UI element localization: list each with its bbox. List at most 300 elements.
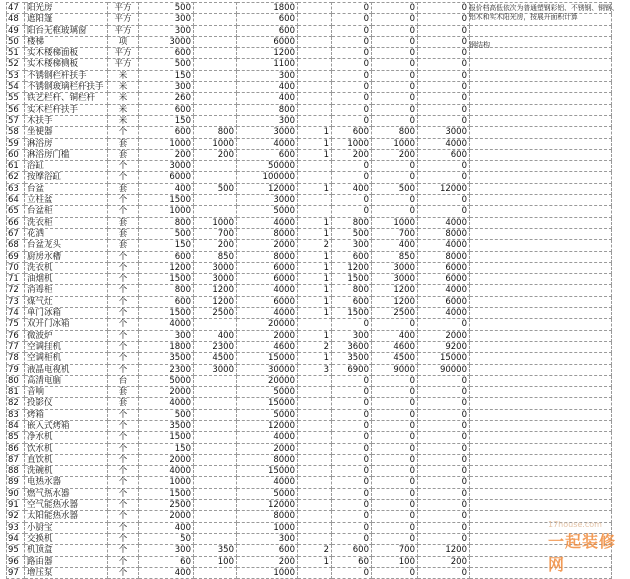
table-cell[interactable]: 400 bbox=[332, 183, 372, 194]
table-cell[interactable] bbox=[194, 70, 237, 81]
item-name-cell[interactable]: 消毒柜 bbox=[25, 285, 108, 296]
table-cell[interactable]: 4000 bbox=[237, 285, 298, 296]
row-number-cell[interactable]: 54 bbox=[7, 82, 25, 93]
table-cell[interactable]: 100000 bbox=[237, 172, 298, 183]
table-cell[interactable]: 米 bbox=[108, 93, 139, 104]
table-cell[interactable]: 800 bbox=[372, 127, 418, 138]
table-cell[interactable]: 个 bbox=[108, 364, 139, 375]
row-number-cell[interactable]: 87 bbox=[7, 454, 25, 465]
row-number-cell[interactable]: 79 bbox=[7, 364, 25, 375]
table-cell[interactable]: 0 bbox=[332, 375, 372, 386]
table-cell[interactable] bbox=[194, 36, 237, 47]
row-number-cell[interactable]: 80 bbox=[7, 375, 25, 386]
row-number-cell[interactable]: 49 bbox=[7, 25, 25, 36]
item-name-cell[interactable]: 台盆柜 bbox=[25, 206, 108, 217]
table-cell[interactable]: 1 bbox=[298, 138, 332, 149]
table-cell[interactable]: 0 bbox=[372, 59, 418, 70]
item-name-cell[interactable]: 单门冰箱 bbox=[25, 308, 108, 319]
item-name-cell[interactable]: 油烟机 bbox=[25, 274, 108, 285]
row-number-cell[interactable]: 53 bbox=[7, 70, 25, 81]
table-cell[interactable]: 850 bbox=[194, 251, 237, 262]
table-cell[interactable]: 5000 bbox=[139, 375, 194, 386]
item-name-cell[interactable]: 木扶手 bbox=[25, 115, 108, 126]
table-cell[interactable]: 个 bbox=[108, 319, 139, 330]
table-cell[interactable]: 90000 bbox=[418, 364, 470, 375]
table-cell[interactable]: 0 bbox=[332, 432, 372, 443]
table-cell[interactable]: 0 bbox=[372, 420, 418, 431]
table-cell[interactable]: 0 bbox=[418, 195, 470, 206]
table-cell[interactable]: 0 bbox=[418, 25, 470, 36]
table-cell[interactable] bbox=[470, 228, 612, 239]
table-cell[interactable]: 2000 bbox=[139, 454, 194, 465]
table-cell[interactable]: 0 bbox=[418, 59, 470, 70]
table-cell[interactable] bbox=[298, 567, 332, 578]
table-cell[interactable]: 个 bbox=[108, 195, 139, 206]
table-cell[interactable] bbox=[470, 104, 612, 115]
table-cell[interactable]: 0 bbox=[418, 104, 470, 115]
table-cell[interactable]: 0 bbox=[418, 82, 470, 93]
table-cell[interactable]: 150 bbox=[139, 70, 194, 81]
row-number-cell[interactable]: 85 bbox=[7, 432, 25, 443]
table-cell[interactable]: 4600 bbox=[372, 341, 418, 352]
row-number-cell[interactable]: 69 bbox=[7, 251, 25, 262]
table-cell[interactable] bbox=[470, 183, 612, 194]
table-cell[interactable] bbox=[470, 138, 612, 149]
table-cell[interactable] bbox=[470, 296, 612, 307]
table-cell[interactable] bbox=[194, 375, 237, 386]
item-name-cell[interactable]: 路由器 bbox=[25, 556, 108, 567]
table-cell[interactable] bbox=[298, 14, 332, 25]
table-cell[interactable]: 0 bbox=[372, 48, 418, 59]
table-cell[interactable]: 600 bbox=[139, 104, 194, 115]
table-cell[interactable] bbox=[194, 443, 237, 454]
item-name-cell[interactable]: 燃气热水器 bbox=[25, 488, 108, 499]
table-cell[interactable]: 米 bbox=[108, 104, 139, 115]
row-number-cell[interactable]: 51 bbox=[7, 48, 25, 59]
table-cell[interactable] bbox=[470, 420, 612, 431]
row-number-cell[interactable]: 56 bbox=[7, 104, 25, 115]
table-cell[interactable]: 0 bbox=[332, 500, 372, 511]
table-cell[interactable]: 0 bbox=[372, 398, 418, 409]
row-number-cell[interactable]: 91 bbox=[7, 500, 25, 511]
table-cell[interactable]: 0 bbox=[332, 567, 372, 578]
row-number-cell[interactable]: 84 bbox=[7, 420, 25, 431]
table-cell[interactable]: 0 bbox=[372, 195, 418, 206]
item-name-cell[interactable]: 投影仪 bbox=[25, 398, 108, 409]
item-name-cell[interactable]: 阳光房 bbox=[25, 3, 108, 14]
table-cell[interactable]: 300 bbox=[139, 25, 194, 36]
table-cell[interactable]: 6000 bbox=[237, 262, 298, 273]
table-cell[interactable]: 0 bbox=[418, 161, 470, 172]
table-cell[interactable]: 500 bbox=[372, 183, 418, 194]
table-cell[interactable]: 200 bbox=[418, 556, 470, 567]
table-cell[interactable] bbox=[470, 341, 612, 352]
table-cell[interactable]: 套 bbox=[108, 149, 139, 160]
table-cell[interactable]: 300 bbox=[139, 14, 194, 25]
table-cell[interactable]: 0 bbox=[332, 319, 372, 330]
table-cell[interactable]: 0 bbox=[418, 511, 470, 522]
table-cell[interactable]: 300 bbox=[332, 240, 372, 251]
table-cell[interactable] bbox=[298, 511, 332, 522]
row-number-cell[interactable]: 60 bbox=[7, 149, 25, 160]
table-cell[interactable]: 0 bbox=[418, 172, 470, 183]
table-cell[interactable]: 1100 bbox=[237, 59, 298, 70]
table-cell[interactable]: 0 bbox=[332, 36, 372, 47]
table-cell[interactable]: 米 bbox=[108, 70, 139, 81]
table-cell[interactable]: 1200 bbox=[237, 48, 298, 59]
table-cell[interactable]: 60 bbox=[139, 556, 194, 567]
table-cell[interactable]: 2000 bbox=[139, 511, 194, 522]
table-cell[interactable]: 300 bbox=[139, 82, 194, 93]
table-cell[interactable]: 1200 bbox=[372, 285, 418, 296]
table-cell[interactable] bbox=[298, 398, 332, 409]
table-cell[interactable]: 1 bbox=[298, 556, 332, 567]
table-cell[interactable]: 个 bbox=[108, 522, 139, 533]
table-cell[interactable] bbox=[194, 319, 237, 330]
table-cell[interactable]: 个 bbox=[108, 206, 139, 217]
table-cell[interactable]: 6000 bbox=[237, 296, 298, 307]
table-cell[interactable]: 0 bbox=[332, 14, 372, 25]
table-cell[interactable]: 个 bbox=[108, 296, 139, 307]
table-cell[interactable]: 0 bbox=[372, 477, 418, 488]
item-name-cell[interactable]: 坐便器 bbox=[25, 127, 108, 138]
table-cell[interactable]: 6000 bbox=[139, 172, 194, 183]
table-cell[interactable]: 3000 bbox=[139, 161, 194, 172]
table-cell[interactable]: 1500 bbox=[332, 308, 372, 319]
table-cell[interactable]: 0 bbox=[418, 488, 470, 499]
table-cell[interactable]: 0 bbox=[372, 500, 418, 511]
table-cell[interactable]: 0 bbox=[332, 387, 372, 398]
row-number-cell[interactable]: 48 bbox=[7, 14, 25, 25]
table-cell[interactable]: 项 bbox=[108, 36, 139, 47]
table-cell[interactable]: 1 bbox=[298, 217, 332, 228]
table-cell[interactable]: 600 bbox=[237, 14, 298, 25]
table-cell[interactable] bbox=[194, 409, 237, 420]
table-cell[interactable] bbox=[298, 59, 332, 70]
table-cell[interactable] bbox=[298, 25, 332, 36]
table-cell[interactable]: 个 bbox=[108, 500, 139, 511]
table-cell[interactable]: 1000 bbox=[139, 477, 194, 488]
table-cell[interactable]: 6000 bbox=[418, 262, 470, 273]
table-cell[interactable]: 9200 bbox=[418, 341, 470, 352]
item-name-cell[interactable]: 太阳能热水器 bbox=[25, 511, 108, 522]
table-cell[interactable]: 0 bbox=[332, 206, 372, 217]
table-cell[interactable]: 200 bbox=[194, 240, 237, 251]
table-cell[interactable]: 300 bbox=[237, 533, 298, 544]
row-number-cell[interactable]: 96 bbox=[7, 556, 25, 567]
table-cell[interactable] bbox=[470, 195, 612, 206]
row-number-cell[interactable]: 73 bbox=[7, 296, 25, 307]
table-cell[interactable]: 1000 bbox=[237, 567, 298, 578]
table-cell[interactable]: 1200 bbox=[194, 296, 237, 307]
row-number-cell[interactable]: 64 bbox=[7, 195, 25, 206]
table-cell[interactable]: 800 bbox=[237, 104, 298, 115]
item-name-cell[interactable]: 嵌入式烤箱 bbox=[25, 420, 108, 431]
table-cell[interactable]: 4000 bbox=[139, 319, 194, 330]
table-cell[interactable]: 0 bbox=[332, 115, 372, 126]
table-cell[interactable]: 0 bbox=[418, 454, 470, 465]
table-cell[interactable]: 5000 bbox=[237, 387, 298, 398]
table-cell[interactable]: 1200 bbox=[139, 262, 194, 273]
table-cell[interactable]: 1 bbox=[298, 296, 332, 307]
table-cell[interactable]: 3500 bbox=[139, 420, 194, 431]
table-cell[interactable] bbox=[298, 206, 332, 217]
table-cell[interactable]: 260 bbox=[139, 93, 194, 104]
table-cell[interactable]: 15000 bbox=[237, 398, 298, 409]
row-number-cell[interactable]: 66 bbox=[7, 217, 25, 228]
table-cell[interactable]: 400 bbox=[372, 240, 418, 251]
table-cell[interactable]: 400 bbox=[139, 522, 194, 533]
table-cell[interactable] bbox=[194, 93, 237, 104]
table-cell[interactable]: 9000 bbox=[372, 364, 418, 375]
row-number-cell[interactable]: 97 bbox=[7, 567, 25, 578]
item-name-cell[interactable]: 空调挂机 bbox=[25, 341, 108, 352]
table-cell[interactable]: 4000 bbox=[418, 308, 470, 319]
table-cell[interactable]: 个 bbox=[108, 556, 139, 567]
table-cell[interactable]: 500 bbox=[139, 228, 194, 239]
table-cell[interactable]: 0 bbox=[332, 93, 372, 104]
table-cell[interactable]: 个 bbox=[108, 172, 139, 183]
table-cell[interactable]: 3000 bbox=[194, 364, 237, 375]
table-cell[interactable]: 1000 bbox=[194, 217, 237, 228]
table-cell[interactable]: 1200 bbox=[332, 262, 372, 273]
table-cell[interactable] bbox=[470, 251, 612, 262]
table-cell[interactable] bbox=[298, 70, 332, 81]
table-cell[interactable]: 300 bbox=[139, 545, 194, 556]
table-cell[interactable] bbox=[298, 82, 332, 93]
table-cell[interactable]: 350 bbox=[194, 545, 237, 556]
item-name-cell[interactable]: 洗碗机 bbox=[25, 466, 108, 477]
table-cell[interactable]: 400 bbox=[194, 330, 237, 341]
table-cell[interactable]: 个 bbox=[108, 161, 139, 172]
table-cell[interactable] bbox=[194, 477, 237, 488]
table-cell[interactable]: 套 bbox=[108, 387, 139, 398]
table-cell[interactable]: 0 bbox=[372, 533, 418, 544]
table-cell[interactable] bbox=[470, 285, 612, 296]
item-name-cell[interactable]: 交换机 bbox=[25, 533, 108, 544]
table-cell[interactable]: 0 bbox=[372, 409, 418, 420]
row-number-cell[interactable]: 71 bbox=[7, 274, 25, 285]
item-name-cell[interactable]: 直饮机 bbox=[25, 454, 108, 465]
item-name-cell[interactable]: 烤箱 bbox=[25, 409, 108, 420]
table-cell[interactable]: 个 bbox=[108, 274, 139, 285]
table-cell[interactable] bbox=[298, 443, 332, 454]
table-cell[interactable]: 8000 bbox=[237, 454, 298, 465]
table-cell[interactable]: 4000 bbox=[237, 138, 298, 149]
table-cell[interactable]: 1000 bbox=[332, 138, 372, 149]
table-cell[interactable] bbox=[194, 466, 237, 477]
table-cell[interactable]: 600 bbox=[332, 127, 372, 138]
table-cell[interactable]: 0 bbox=[372, 432, 418, 443]
table-cell[interactable]: 0 bbox=[418, 115, 470, 126]
table-cell[interactable] bbox=[298, 172, 332, 183]
table-cell[interactable]: 0 bbox=[372, 104, 418, 115]
table-cell[interactable]: 1 bbox=[298, 330, 332, 341]
table-cell[interactable]: 200 bbox=[372, 149, 418, 160]
table-cell[interactable]: 0 bbox=[372, 172, 418, 183]
table-cell[interactable]: 0 bbox=[372, 115, 418, 126]
table-cell[interactable]: 0 bbox=[418, 500, 470, 511]
table-cell[interactable]: 4000 bbox=[139, 466, 194, 477]
table-cell[interactable]: 0 bbox=[372, 454, 418, 465]
table-cell[interactable]: 600 bbox=[139, 251, 194, 262]
table-cell[interactable]: 600 bbox=[332, 296, 372, 307]
table-cell[interactable] bbox=[470, 127, 612, 138]
table-cell[interactable]: 12000 bbox=[418, 183, 470, 194]
table-cell[interactable]: 400 bbox=[139, 567, 194, 578]
row-number-cell[interactable]: 57 bbox=[7, 115, 25, 126]
item-name-cell[interactable]: 厨房水槽 bbox=[25, 251, 108, 262]
table-cell[interactable]: 2500 bbox=[372, 308, 418, 319]
table-cell[interactable]: 0 bbox=[418, 477, 470, 488]
table-cell[interactable] bbox=[470, 36, 612, 47]
table-cell[interactable]: 0 bbox=[372, 36, 418, 47]
table-cell[interactable] bbox=[470, 70, 612, 81]
table-cell[interactable]: 0 bbox=[372, 319, 418, 330]
table-cell[interactable] bbox=[470, 330, 612, 341]
table-cell[interactable]: 50 bbox=[139, 533, 194, 544]
table-cell[interactable] bbox=[194, 104, 237, 115]
table-cell[interactable]: 0 bbox=[418, 533, 470, 544]
table-cell[interactable]: 12000 bbox=[237, 500, 298, 511]
table-cell[interactable] bbox=[194, 522, 237, 533]
table-cell[interactable]: 3600 bbox=[332, 341, 372, 352]
table-cell[interactable]: 4000 bbox=[418, 217, 470, 228]
table-cell[interactable] bbox=[298, 375, 332, 386]
table-cell[interactable] bbox=[470, 262, 612, 273]
table-cell[interactable] bbox=[470, 274, 612, 285]
table-cell[interactable]: 500 bbox=[139, 3, 194, 14]
table-cell[interactable]: 1200 bbox=[372, 296, 418, 307]
item-name-cell[interactable]: 不锈钢玻璃栏杆扶手 bbox=[25, 82, 108, 93]
table-cell[interactable]: 0 bbox=[332, 488, 372, 499]
table-cell[interactable] bbox=[470, 409, 612, 420]
item-name-cell[interactable]: 实木栏杆扶手 bbox=[25, 104, 108, 115]
item-name-cell[interactable]: 电热水器 bbox=[25, 477, 108, 488]
table-cell[interactable]: 50000 bbox=[237, 161, 298, 172]
table-cell[interactable] bbox=[194, 488, 237, 499]
table-cell[interactable]: 台 bbox=[108, 375, 139, 386]
table-cell[interactable]: 1000 bbox=[372, 217, 418, 228]
table-cell[interactable]: 0 bbox=[332, 172, 372, 183]
item-name-cell[interactable]: 台盆 bbox=[25, 183, 108, 194]
table-cell[interactable]: 0 bbox=[332, 3, 372, 14]
item-name-cell[interactable]: 机顶盒 bbox=[25, 545, 108, 556]
table-cell[interactable]: 3500 bbox=[332, 353, 372, 364]
table-cell[interactable]: 0 bbox=[418, 409, 470, 420]
table-cell[interactable]: 1200 bbox=[418, 545, 470, 556]
table-cell[interactable] bbox=[470, 364, 612, 375]
table-cell[interactable]: 0 bbox=[372, 93, 418, 104]
table-cell[interactable]: 套 bbox=[108, 138, 139, 149]
item-name-cell[interactable]: 双开门冰箱 bbox=[25, 319, 108, 330]
table-cell[interactable]: 1200 bbox=[194, 285, 237, 296]
table-cell[interactable]: 1500 bbox=[139, 308, 194, 319]
table-cell[interactable]: 3000 bbox=[139, 36, 194, 47]
row-number-cell[interactable]: 93 bbox=[7, 522, 25, 533]
table-cell[interactable]: 个 bbox=[108, 127, 139, 138]
table-cell[interactable]: 1 bbox=[298, 149, 332, 160]
table-cell[interactable] bbox=[470, 172, 612, 183]
row-number-cell[interactable]: 62 bbox=[7, 172, 25, 183]
table-cell[interactable]: 个 bbox=[108, 511, 139, 522]
table-cell[interactable] bbox=[470, 500, 612, 511]
table-cell[interactable]: 3000 bbox=[194, 274, 237, 285]
table-cell[interactable]: 0 bbox=[372, 387, 418, 398]
table-cell[interactable]: 60 bbox=[332, 556, 372, 567]
table-cell[interactable]: 0 bbox=[372, 70, 418, 81]
table-cell[interactable] bbox=[298, 454, 332, 465]
table-cell[interactable]: 个 bbox=[108, 420, 139, 431]
table-cell[interactable] bbox=[298, 533, 332, 544]
row-number-cell[interactable]: 59 bbox=[7, 138, 25, 149]
table-cell[interactable]: 300 bbox=[332, 330, 372, 341]
table-cell[interactable]: 500 bbox=[139, 409, 194, 420]
table-cell[interactable]: 0 bbox=[332, 454, 372, 465]
table-cell[interactable]: 0 bbox=[332, 511, 372, 522]
table-cell[interactable]: 0 bbox=[372, 511, 418, 522]
item-name-cell[interactable]: 饮水机 bbox=[25, 443, 108, 454]
table-cell[interactable]: 0 bbox=[332, 59, 372, 70]
table-cell[interactable]: 20000 bbox=[237, 319, 298, 330]
table-cell[interactable]: 1 bbox=[298, 183, 332, 194]
table-cell[interactable] bbox=[298, 319, 332, 330]
row-number-cell[interactable]: 70 bbox=[7, 262, 25, 273]
table-cell[interactable] bbox=[194, 533, 237, 544]
table-cell[interactable]: 0 bbox=[418, 319, 470, 330]
table-cell[interactable]: 个 bbox=[108, 477, 139, 488]
table-cell[interactable]: 1000 bbox=[194, 138, 237, 149]
table-cell[interactable]: 500 bbox=[332, 228, 372, 239]
table-cell[interactable]: 0 bbox=[372, 375, 418, 386]
table-cell[interactable]: 2300 bbox=[139, 364, 194, 375]
table-cell[interactable]: 30000 bbox=[237, 364, 298, 375]
table-cell[interactable]: 3000 bbox=[372, 274, 418, 285]
table-cell[interactable]: 600 bbox=[237, 545, 298, 556]
table-cell[interactable]: 200 bbox=[237, 556, 298, 567]
table-cell[interactable]: 300 bbox=[237, 70, 298, 81]
table-cell[interactable] bbox=[470, 454, 612, 465]
table-cell[interactable] bbox=[470, 488, 612, 499]
table-cell[interactable]: 1500 bbox=[139, 488, 194, 499]
table-cell[interactable] bbox=[470, 149, 612, 160]
table-cell[interactable]: 2 bbox=[298, 240, 332, 251]
table-cell[interactable]: 800 bbox=[139, 285, 194, 296]
table-cell[interactable] bbox=[194, 195, 237, 206]
table-cell[interactable]: 2000 bbox=[237, 330, 298, 341]
row-number-cell[interactable]: 94 bbox=[7, 533, 25, 544]
item-name-cell[interactable]: 按摩浴缸 bbox=[25, 172, 108, 183]
table-cell[interactable]: 0 bbox=[418, 398, 470, 409]
table-cell[interactable]: 3 bbox=[298, 364, 332, 375]
table-cell[interactable]: 0 bbox=[418, 420, 470, 431]
table-cell[interactable]: 0 bbox=[332, 398, 372, 409]
row-number-cell[interactable]: 78 bbox=[7, 353, 25, 364]
item-name-cell[interactable]: 煤气灶 bbox=[25, 296, 108, 307]
item-name-cell[interactable]: 音响 bbox=[25, 387, 108, 398]
table-cell[interactable]: 850 bbox=[372, 251, 418, 262]
table-cell[interactable]: 2 bbox=[298, 341, 332, 352]
table-cell[interactable]: 0 bbox=[372, 14, 418, 25]
table-cell[interactable]: 4000 bbox=[139, 398, 194, 409]
item-name-cell[interactable]: 楼梯 bbox=[25, 36, 108, 47]
table-cell[interactable]: 1 bbox=[298, 308, 332, 319]
table-cell[interactable]: 600 bbox=[332, 545, 372, 556]
table-cell[interactable]: 4000 bbox=[237, 217, 298, 228]
item-name-cell[interactable]: 淋浴房 bbox=[25, 138, 108, 149]
table-cell[interactable]: 个 bbox=[108, 353, 139, 364]
table-cell[interactable] bbox=[298, 195, 332, 206]
